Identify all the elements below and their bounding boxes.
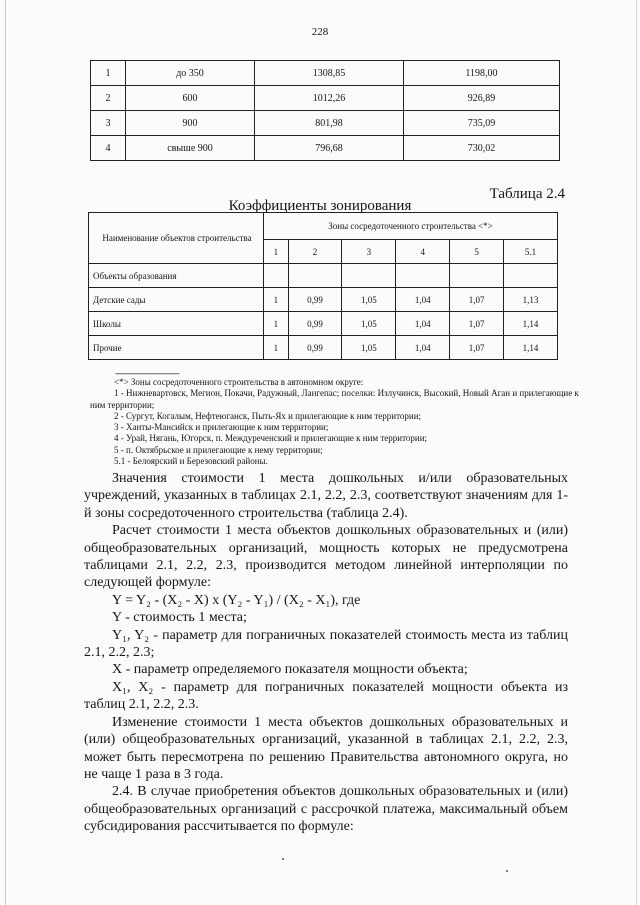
table-cell: 1,07 xyxy=(450,336,504,360)
footnote-line: 2 - Сургут, Когалым, Нефтеюганск, Пыть-Ях и прилегающие к ним территории; xyxy=(114,410,422,421)
table-cell: 600 xyxy=(126,86,255,111)
paragraph: Значения стоимости 1 места дошкольных и/или образовательных учреждений, указанных в таблицах 2.1, 2.2, 2.3, соответствуют значениям для 1-й зоны сосредоточенного строительства (таблица 2.4). xyxy=(84,471,568,521)
table-cell: 1012,26 xyxy=(255,86,404,111)
table-cell: 2 xyxy=(91,86,126,111)
zone-number: 2 xyxy=(288,240,342,264)
table-cell: 735,09 xyxy=(404,111,560,136)
footnote-line: 5 - п. Октябрьское и прилегающие к нему территории; xyxy=(114,444,323,455)
row-name: Прочие xyxy=(89,336,264,360)
page-number: 228 xyxy=(311,26,329,38)
row-name: Детские сады xyxy=(89,288,264,312)
footnote-line: 1 - Нижневартовск, Мегион, Покачи, Радужный, Лангепас; поселки: Излучинск, Высокий, Новый Аган и прилегающие к ним территории; xyxy=(90,388,579,410)
table-label: Таблица 2.4 xyxy=(489,186,565,202)
scan-speck xyxy=(506,870,508,872)
table-cell: 1,05 xyxy=(342,288,396,312)
paragraph: X - параметр определяемого показателя мощности объекта; xyxy=(112,662,468,678)
paragraph: 2.4. В случае приобретения объектов дошкольных образовательных и (или) общеобразовательных организаций с рассрочкой платежа, максимальный объем субсидирования рассчитывается по формуле: xyxy=(84,784,568,835)
footnotes xyxy=(90,377,580,467)
table-header-row xyxy=(89,213,558,240)
table-cell: 0,99 xyxy=(288,288,342,312)
table-row xyxy=(91,61,560,86)
empty-cell xyxy=(288,264,342,288)
cost-table xyxy=(90,60,560,161)
paragraph: X₁, X₂ - параметр для пограничных показателей мощности объекта из таблиц 2.1, 2.2, 2.3. xyxy=(84,679,568,713)
table-cell: 926,89 xyxy=(404,86,560,111)
table-cell: 1,07 xyxy=(450,312,504,336)
empty-cell xyxy=(264,264,289,288)
table-title: Коэффициенты зонирования xyxy=(228,198,412,214)
footnote-line: 5.1 - Белоярский и Березовский районы. xyxy=(114,456,268,467)
table-cell: 796,68 xyxy=(255,136,404,161)
table-cell: 3 xyxy=(91,111,126,136)
paragraph: Y - стоимость 1 места; xyxy=(112,610,247,626)
table-cell: 0,99 xyxy=(288,336,342,360)
table-cell: 1 xyxy=(91,61,126,86)
group-row xyxy=(89,264,558,288)
zone-number: 4 xyxy=(396,240,450,264)
table-cell: до 350 xyxy=(126,61,255,86)
empty-cell xyxy=(342,264,396,288)
table-cell: 1 xyxy=(264,288,289,312)
table-cell: 0,99 xyxy=(288,312,342,336)
footnote-line: <*> Зоны сосредоточенного строительства в автономном округе: xyxy=(114,377,364,387)
table-row xyxy=(91,86,560,111)
table-cell: 1,14 xyxy=(504,312,558,336)
table-cell: 1198,00 xyxy=(404,61,560,86)
formula: Y = Y₂ - (X₂ - X) x (Y₂ - Y₁) / (X₂ - X₁), где xyxy=(112,592,361,608)
table-row xyxy=(89,312,558,336)
paragraph: Изменение стоимости 1 места объектов дошкольных образовательных и (или) общеобразовательных организаций, указанной в таблицах 2.1, 2.2, 2.3, может быть пересмотрена по решению Правительства автономного округа, но не чаще 1 раза в 3 года. xyxy=(84,714,568,782)
table-cell: 1,07 xyxy=(450,288,504,312)
table-row xyxy=(91,111,560,136)
footnote-rule: -------------------------------- xyxy=(115,368,179,378)
table-cell: 1,13 xyxy=(504,288,558,312)
table-cell: 1308,85 xyxy=(255,61,404,86)
body-text xyxy=(84,470,568,836)
empty-cell xyxy=(396,264,450,288)
group-label: Объекты образования xyxy=(89,264,264,288)
footnote-line: 3 - Ханты-Мансийск и прилегающие к ним территории; xyxy=(114,422,329,433)
header-zones: Зоны сосредоточенного строительства <*> xyxy=(264,213,558,240)
table-cell: 1,04 xyxy=(396,336,450,360)
table-cell: 1,14 xyxy=(504,336,558,360)
paragraph: Расчет стоимости 1 места объектов дошкольных образовательных и (или) общеобразовательных организаций, мощность которых не предусмотрена таблицами 2.1, 2.2, 2.3, производится методом линейной интерполяции по следующей формуле: xyxy=(84,523,568,591)
zone-number: 5 xyxy=(450,240,504,264)
table-cell: свыше 900 xyxy=(126,136,255,161)
empty-cell xyxy=(450,264,504,288)
table-cell: 730,02 xyxy=(404,136,560,161)
table-row xyxy=(89,288,558,312)
paragraph: Y₁, Y₂ - параметр для пограничных показателей стоимость места из таблиц 2.1, 2.2, 2.3; xyxy=(84,627,568,661)
zoning-coefficients-table xyxy=(88,212,558,360)
empty-cell xyxy=(504,264,558,288)
table-row xyxy=(89,336,558,360)
zone-number: 3 xyxy=(342,240,396,264)
table-cell: 1 xyxy=(264,312,289,336)
table-cell: 801,98 xyxy=(255,111,404,136)
zone-number: 5.1 xyxy=(504,240,558,264)
table-cell: 4 xyxy=(91,136,126,161)
table-cell: 1 xyxy=(264,336,289,360)
table-cell: 1,05 xyxy=(342,336,396,360)
table-cell: 1,04 xyxy=(396,312,450,336)
table-cell: 1,04 xyxy=(396,288,450,312)
table-cell: 900 xyxy=(126,111,255,136)
zone-number: 1 xyxy=(264,240,289,264)
table-cell: 1,05 xyxy=(342,312,396,336)
row-name: Школы xyxy=(89,312,264,336)
scan-edge-right xyxy=(636,0,637,905)
scan-speck xyxy=(282,858,284,860)
scan-edge-left xyxy=(5,0,6,905)
table-row xyxy=(91,136,560,161)
footnote-line: 4 - Урай, Нягань, Югорск, п. Междуреченский и прилегающие к ним территории; xyxy=(114,433,428,444)
header-object: Наименование объектов строительства xyxy=(89,213,264,264)
